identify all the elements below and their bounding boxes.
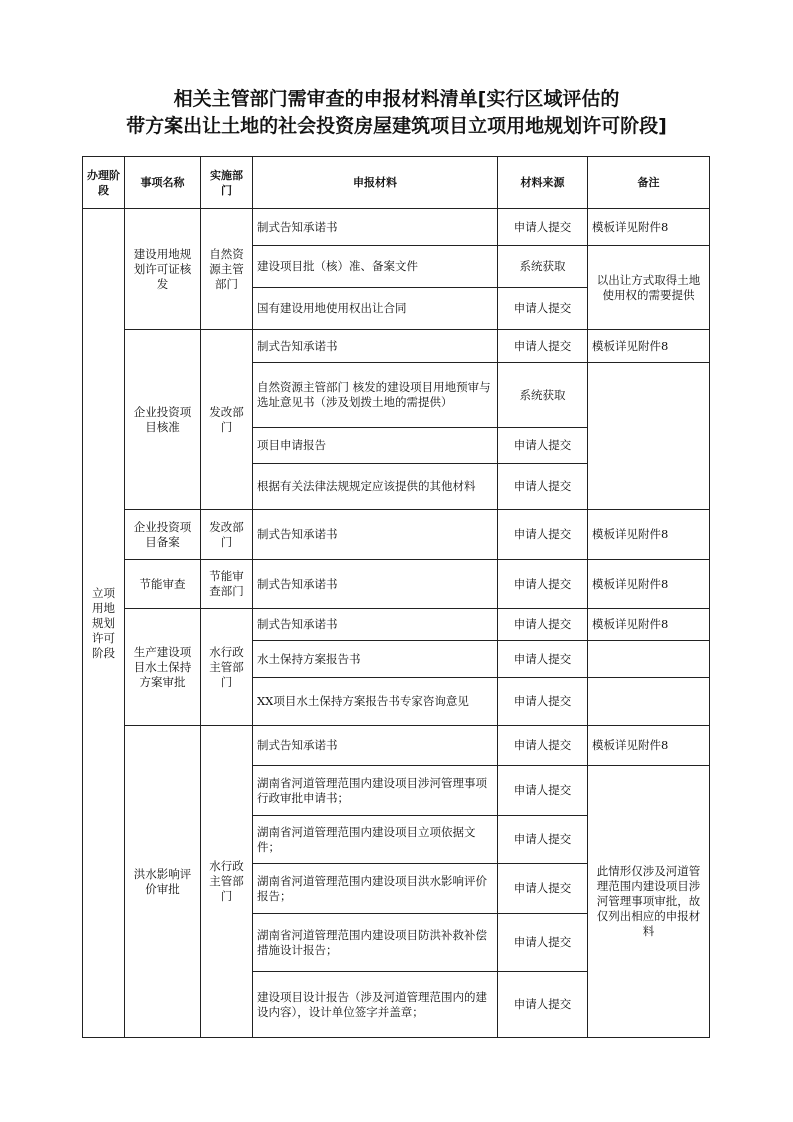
dept-cell: 自然资源主管部门 [201, 209, 253, 330]
material-cell: 根据有关法律法规规定应该提供的其他材料 [253, 464, 498, 510]
source-cell: 申请人提交 [498, 816, 588, 864]
material-cell: 制式告知承诺书 [253, 609, 498, 641]
dept-cell: 发改部门 [201, 330, 253, 510]
remark-cell: 模板详见附件8 [588, 609, 710, 641]
source-cell: 申请人提交 [498, 209, 588, 246]
material-cell: 湖南省河道管理范围内建设项目防洪补救补偿措施设计报告； [253, 914, 498, 972]
source-cell: 申请人提交 [498, 464, 588, 510]
table-row [83, 330, 710, 363]
material-cell: 自然资源主管部门 核发的建设项目用地预审与选址意见书（涉及划拨土地的需提供） [253, 363, 498, 428]
source-cell: 申请人提交 [498, 972, 588, 1038]
material-cell: 制式告知承诺书 [253, 209, 498, 246]
remark-cell: 模板详见附件8 [588, 510, 710, 560]
remark-cell [588, 641, 710, 678]
source-cell: 系统获取 [498, 246, 588, 288]
table-header-row [83, 157, 710, 209]
table-row [83, 510, 710, 560]
material-cell: 制式告知承诺书 [253, 726, 498, 766]
table-row [83, 209, 710, 246]
remark-cell: 模板详见附件8 [588, 726, 710, 766]
remark-cell: 以出让方式取得土地使用权的需要提供 [588, 246, 710, 330]
document-title-line-1: 相关主管部门需审查的申报材料清单[实行区域评估的 [173, 88, 620, 110]
remark-cell [588, 678, 710, 726]
table-row [83, 726, 710, 766]
source-cell: 系统获取 [498, 363, 588, 428]
source-cell: 申请人提交 [498, 510, 588, 560]
material-cell: 建设项目设计报告（涉及河道管理范围内的建设内容），设计单位签字并盖章； [253, 972, 498, 1038]
source-cell: 申请人提交 [498, 766, 588, 816]
dept-cell: 水行政主管部门 [201, 609, 253, 726]
header-stage: 办理阶段 [83, 157, 125, 209]
material-cell: 水土保持方案报告书 [253, 641, 498, 678]
stage-cell: 立项用地规划许可阶段 [83, 209, 125, 1038]
item-cell: 洪水影响评价审批 [125, 726, 201, 1038]
header-remark: 备注 [588, 157, 710, 209]
source-cell: 申请人提交 [498, 864, 588, 914]
material-cell: 湖南省河道管理范围内建设项目立项依据文件； [253, 816, 498, 864]
item-cell: 生产建设项目水土保持方案审批 [125, 609, 201, 726]
source-cell: 申请人提交 [498, 609, 588, 641]
header-source: 材料来源 [498, 157, 588, 209]
remark-cell: 此情形仅涉及河道管理范围内建设项目涉河管理事项审批，故仅列出相应的申报材料 [588, 766, 710, 1038]
material-cell: 制式告知承诺书 [253, 330, 498, 363]
header-material: 申报材料 [253, 157, 498, 209]
dept-cell: 节能审查部门 [201, 560, 253, 609]
material-cell: 国有建设用地使用权出让合同 [253, 288, 498, 330]
material-cell: XX项目水土保持方案报告书专家咨询意见 [253, 678, 498, 726]
source-cell: 申请人提交 [498, 641, 588, 678]
material-cell: 制式告知承诺书 [253, 560, 498, 609]
header-item: 事项名称 [125, 157, 201, 209]
table-row [83, 609, 710, 641]
material-cell: 湖南省河道管理范围内建设项目涉河管理事项行政审批申请书； [253, 766, 498, 816]
header-dept: 实施部门 [201, 157, 253, 209]
materials-table [82, 156, 710, 1038]
material-cell: 湖南省河道管理范围内建设项目洪水影响评价报告； [253, 864, 498, 914]
item-cell: 企业投资项目核准 [125, 330, 201, 510]
remark-cell: 模板详见附件8 [588, 330, 710, 363]
remark-cell: 模板详见附件8 [588, 560, 710, 609]
material-cell: 建设项目批（核）准、备案文件 [253, 246, 498, 288]
source-cell: 申请人提交 [498, 914, 588, 972]
item-cell: 建设用地规划许可证核发 [125, 209, 201, 330]
source-cell: 申请人提交 [498, 726, 588, 766]
remark-cell: 模板详见附件8 [588, 209, 710, 246]
source-cell: 申请人提交 [498, 288, 588, 330]
table-row [83, 560, 710, 609]
remark-cell-empty [588, 363, 710, 510]
dept-cell: 水行政主管部门 [201, 726, 253, 1038]
source-cell: 申请人提交 [498, 428, 588, 464]
material-cell: 制式告知承诺书 [253, 510, 498, 560]
document-title-line-2: 带方案出让土地的社会投资房屋建筑项目立项用地规划许可阶段] [126, 115, 667, 137]
source-cell: 申请人提交 [498, 560, 588, 609]
source-cell: 申请人提交 [498, 330, 588, 363]
item-cell: 节能审查 [125, 560, 201, 609]
source-cell: 申请人提交 [498, 678, 588, 726]
dept-cell: 发改部门 [201, 510, 253, 560]
item-cell: 企业投资项目备案 [125, 510, 201, 560]
material-cell: 项目申请报告 [253, 428, 498, 464]
